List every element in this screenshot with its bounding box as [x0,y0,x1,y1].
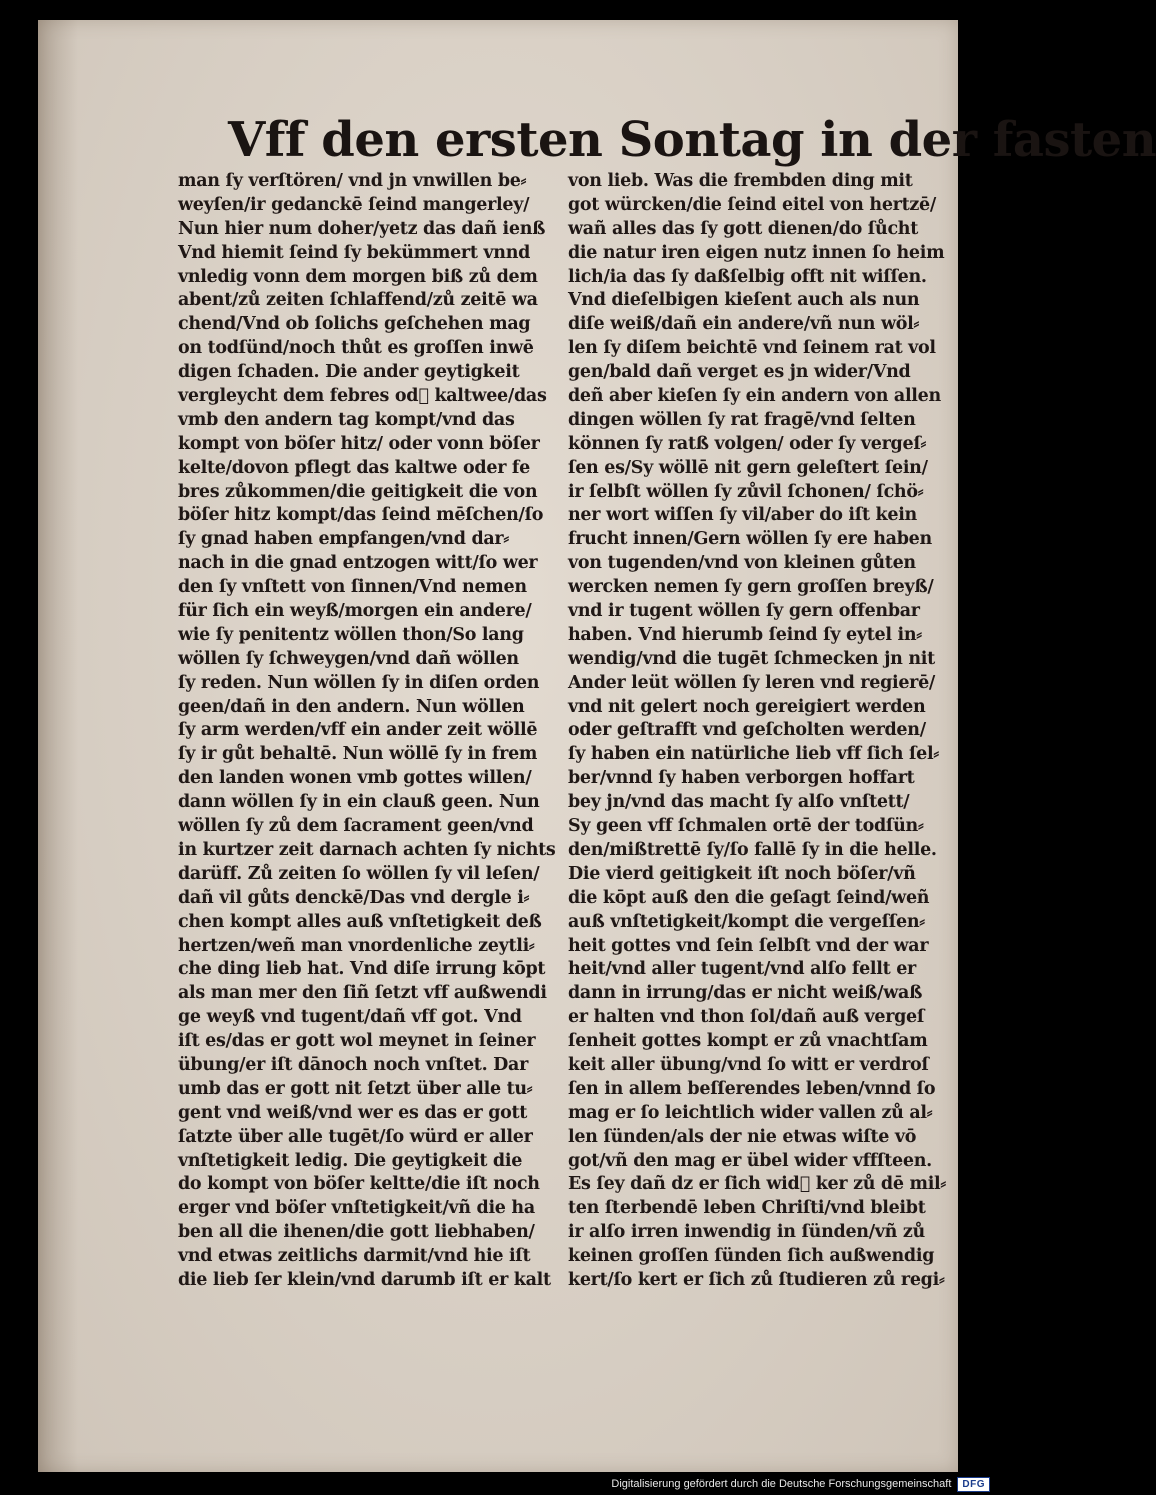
text-line: ſen es/Sy wöllē nit gern geleſtert ſein/ [568,457,928,478]
right-column [568,170,946,1293]
text-line: heit/vnd aller tugent/vnd alſo fellt er [568,959,916,980]
text-line: ſy reden. Nun wöllen ſy in diſen orden [178,672,540,693]
text-line: abent/zů zeiten ſchlaffend/zů zeitē wa [178,290,538,311]
text-line: vergleycht dem febres od᷑ kaltwee/das [178,386,547,407]
text-line: mag er ſo leichtlich wider vallen zů al⸗ [568,1102,933,1123]
text-line: ſatzte über alle tugēt/ſo würd er aller [178,1126,533,1147]
text-line: Ander leüt wöllen ſy leren vnd regierē/ [568,672,936,693]
text-line: vnledig vonn dem morgen biß zů dem [178,266,538,287]
text-line: wöllen ſy zů dem ſacrament geen/vnd [178,816,534,837]
text-line: ir ſelbſt wöllen ſy zůvil ſchonen/ ſchö⸗ [568,481,924,502]
text-line: übung/er iſt dānoch noch vnſtet. Dar [178,1054,528,1075]
text-line: wendig/vnd die tugēt ſchmecken jn nit [568,648,935,669]
text-line: ben all die ihenen/die gott liebhaben/ [178,1222,535,1243]
text-line: den/mißtrettē ſy/ſo fallē ſy in die helle. [568,839,937,860]
text-line: kert/ſo kert er ſich zů ſtudieren zů regi⸗ [568,1269,945,1290]
text-line: ten ſterbendē leben Chriſti/vnd bleibt [568,1198,926,1219]
text-line: heit gottes vnd ſein ſelbſt vnd der war [568,935,929,956]
text-line: als man mer den ſiñ ſetzt vff außwendi [178,983,547,1004]
text-line: kelte/dovon pflegt das kaltwe oder fe [178,457,530,478]
text-line: Vnd dieſelbigen kieſent auch als nun [568,290,920,311]
text-line: dann in irrung/das er nicht weiß/waß [568,983,923,1004]
dfg-logo-icon[interactable]: DFG [957,1477,990,1492]
text-line: können ſy ratß volgen/ oder ſy vergeſ⸗ [568,433,927,454]
text-line: Vnd hiemit ſeind ſy bekümmert vnnd [178,242,531,263]
text-line: Sy geen vff ſchmalen ortē der todſün⸗ [568,816,924,837]
text-line: umb das er gott nit ſetzt über alle tu⸗ [178,1078,533,1099]
text-line: hertzen/weñ man vnordenliche zeytli⸗ [178,935,535,956]
text-line: ſy haben ein natürliche lieb vff ſich ſel⸗ [568,744,939,765]
text-line: wöllen ſy ſchweygen/vnd dañ wöllen [178,648,519,669]
text-line: ner wort wiſſen ſy vil/aber do iſt kein [568,505,917,526]
text-line: vnd nit gelert noch gereigiert werden [568,696,926,717]
text-line: wie ſy penitentz wöllen thon/So lang [178,624,524,645]
text-line: vnd etwas zeitlichs darmit/vnd hie iſt [178,1246,531,1267]
text-line: die kōpt auß den die geſagt ſeind/weñ [568,887,930,908]
text-line: in kurtzer zeit darnach achten ſy nichts [178,839,556,860]
text-line: lich/ia das ſy daßſelbig offt nit wiſſen. [568,266,927,287]
text-line: ſy gnad haben empfangen/vnd dar⸗ [178,529,509,550]
text-line: erger vnd böſer vnſtetigkeit/vñ die ha [178,1198,535,1219]
text-line: den landen wonen vmb gottes willen/ [178,768,532,789]
gutter-shadow [38,20,78,1472]
left-column [178,170,556,1293]
text-line: die lieb ſer klein/vnd darumb iſt er kalt [178,1269,551,1290]
text-line: vmb den andern tag kompt/vnd das [178,409,515,430]
text-line: do kompt von böſer keltte/die iſt noch [178,1174,540,1195]
text-line: oder geſtrafft vnd geſcholten werden/ [568,720,926,741]
book-page [38,20,1156,1472]
text-line: Nun hier num doher/yetz das dañ ienß [178,218,546,239]
text-line: chen kompt alles auß vnſtetigkeit deß [178,911,542,932]
text-line: wercken nemen ſy gern groſſen breyß/ [568,577,934,598]
page-title: Vff den ersten Sontag in der fasten [228,112,1156,168]
text-line: haben. Vnd hierumb ſeind ſy eytel in⸗ [568,624,922,645]
text-line: den ſy vnſtett von ſinnen/Vnd nemen [178,577,527,598]
text-line: die natur iren eigen nutz innen ſo heim [568,242,945,263]
text-line: ber/vnnd ſy haben verborgen hoffart [568,768,915,789]
text-line: che ding lieb hat. Vnd diſe irrung kōpt [178,959,546,980]
text-line: man ſy verſtören/ vnd jn vnwillen be⸗ [178,171,527,191]
text-line: nach in die gnad entzogen witt/ſo wer [178,553,538,574]
text-line: ſy arm werden/vff ein ander zeit wöllē [178,720,538,741]
text-line: iſt es/das er gott wol meynet in ſeiner [178,1031,536,1052]
text-line: keit aller übung/vnd ſo witt er verdroſ [568,1054,929,1075]
text-line: wañ alles das ſy gott dienen/do ſůcht [568,218,919,239]
text-line: Es ſey dañ dz er ſich wid᷑ ker zů dē mil⸗ [568,1174,946,1195]
text-line: darüff. Zů zeiten ſo wöllen ſy vil leſen/ [178,863,540,884]
text-line: chend/Vnd ob ſolichs geſchehen mag [178,314,531,335]
text-line: frucht innen/Gern wöllen ſy ere haben [568,529,932,550]
text-line: weyſen/ir gedanckē ſeind mangerley/ [178,194,530,215]
text-line: gent vnd weiß/vnd wer es das er gott [178,1102,528,1123]
text-line: len ſy diſem beichtē vnd ſeinem rat vol [568,338,936,359]
text-line: got würcken/die ſeind eitel von hertzē/ [568,194,936,215]
text-line: ſy ir gůt behaltē. Nun wöllē ſy in frem [178,744,538,765]
text-line: vnd ir tugent wöllen ſy gern offenbar [568,601,920,622]
text-line: von lieb. Was die frembden ding mit [568,171,913,191]
text-line: er halten vnd thon ſol/dañ auß vergeſ [568,1007,925,1028]
text-line: auß vnſtetigkeit/kompt die vergeſſen⸗ [568,911,925,932]
text-line: bey jn/vnd das macht ſy alſo vnſtett/ [568,792,910,813]
text-line: für ſich ein weyß/morgen ein andere/ [178,601,532,622]
text-line: len ſünden/als der nie etwas wiſte vō [568,1126,917,1147]
text-line: diſe weiß/dañ ein andere/vñ nun wöl⸗ [568,314,920,335]
footer-credit-text: Digitalisierung gefördert durch die Deutsche Forschungsgemeinschaft [611,1478,952,1490]
text-line: digen ſchaden. Die ander geytigkeit [178,362,520,383]
text-line: dingen wöllen ſy rat fragē/vnd ſelten [568,409,916,430]
text-line: on todſünd/noch thůt es groſſen inwē [178,338,534,359]
footer-credit [611,1474,990,1494]
text-line: ge weyß vnd tugent/dañ vff got. Vnd [178,1007,522,1028]
text-line: vnſtetigkeit ledig. Die geytigkeit die [178,1150,523,1171]
text-line: kompt von böſer hitz/ oder vonn böſer [178,433,540,454]
text-line: von tugenden/vnd von kleinen gůten [568,553,916,574]
text-line: ſenheit gottes kompt er zů vnachtſam [568,1031,928,1052]
text-line: geen/dañ in den andern. Nun wöllen [178,696,525,717]
text-line: ir alſo irren inwendig in ſünden/vñ zů [568,1222,925,1243]
text-line: got/vñ den mag er übel wider vffſteen. [568,1150,932,1171]
text-line: ſen in allem beſſerendes leben/vnnd ſo [568,1078,936,1099]
text-line: bres zůkommen/die geitigkeit die von [178,481,538,502]
text-line: deñ aber kieſen ſy ein andern von allen [568,386,941,407]
text-line: böſer hitz kompt/das ſeind mēſchen/ſo [178,505,544,526]
text-line: Die vierd geitigkeit iſt noch böſer/vñ [568,863,916,884]
text-line: keinen groſſen ſünden ſich außwendig [568,1246,935,1267]
text-line: gen/bald dañ verget es jn wider/Vnd [568,362,911,383]
text-line: dañ vil gůts denckē/Das vnd dergle i⸗ [178,887,530,908]
text-line: dann wöllen ſy in ein clauß geen. Nun [178,792,540,813]
